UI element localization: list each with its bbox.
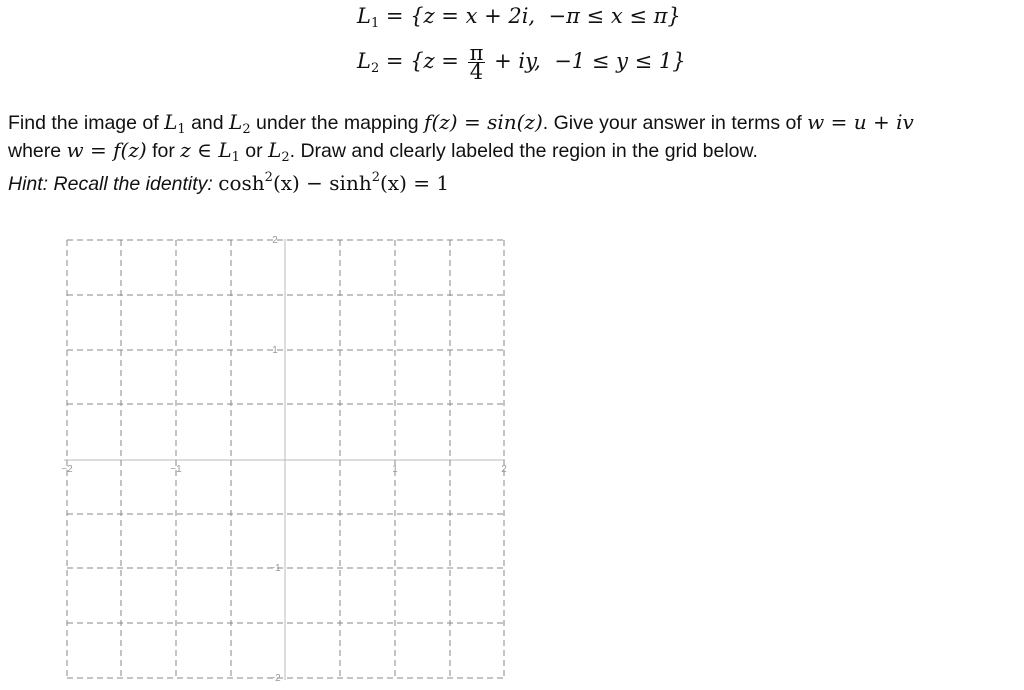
x-tick-label: −1: [170, 464, 182, 475]
q1-w-definition: w = u + iv: [807, 110, 914, 134]
q1-text-2: and: [185, 112, 230, 134]
q1-text-3: under the mapping: [250, 112, 425, 134]
q2-text-4: . Draw and clearly labeled the region in the grid below.: [289, 140, 758, 162]
l1-range: −π ≤ x ≤ π}: [548, 4, 681, 28]
q1-text-4: . Give your answer in terms of: [542, 112, 808, 134]
l1-prefix: = {z = x + 2i,: [385, 4, 536, 28]
q2-z-in-l1: z ∈ $L_1$: [180, 138, 240, 165]
pi-over-four-fraction: [468, 41, 486, 84]
y-tick-label: 2: [272, 235, 278, 246]
grid-lines: [64, 239, 505, 680]
x-tick-labels: [61, 464, 507, 475]
y-tick-label: −2: [269, 673, 281, 683]
q1-mapping: f(z) = sin(z): [424, 110, 543, 134]
q1-l2: $L_2$: [229, 110, 251, 137]
q2-w-equals-f: w = f(z): [66, 138, 147, 162]
hint-identity: $\cosh^2(x) - \sinh^2(x) = 1$: [218, 170, 450, 195]
hint-line: [8, 165, 449, 197]
fraction-denominator: 4: [469, 60, 484, 84]
l2-prefix: = {z =: [385, 49, 459, 73]
l2-subscript: 2: [370, 61, 380, 76]
l1-name: L: [357, 4, 371, 28]
y-tick-label: −1: [269, 563, 281, 574]
l2-range: −1 ≤ y ≤ 1}: [554, 49, 686, 73]
hint-label: Hint: Recall the identity:: [8, 173, 219, 195]
q1-l1: $L_1$: [164, 110, 186, 137]
q2-text-2: for: [146, 140, 181, 162]
x-tick-label: 2: [501, 464, 507, 475]
q2-text-3: or: [239, 140, 269, 162]
x-tick-label: −2: [61, 464, 73, 475]
fraction-numerator: π: [469, 41, 484, 65]
l2-suffix: + iy,: [494, 49, 541, 73]
l2-name: L: [357, 49, 371, 73]
x-tick-label: 1: [392, 464, 398, 475]
y-tick-labels: [269, 235, 281, 683]
answer-grid[interactable]: [55, 228, 515, 683]
q2-l2: $L_2$: [268, 138, 290, 165]
l1-subscript: 1: [370, 16, 380, 31]
q1-text-1: Find the image of: [8, 112, 165, 134]
y-tick-label: 1: [272, 345, 278, 356]
q2-text-1: where: [8, 140, 67, 162]
set-l2-definition: [357, 41, 686, 84]
set-l1-definition: [357, 4, 681, 31]
